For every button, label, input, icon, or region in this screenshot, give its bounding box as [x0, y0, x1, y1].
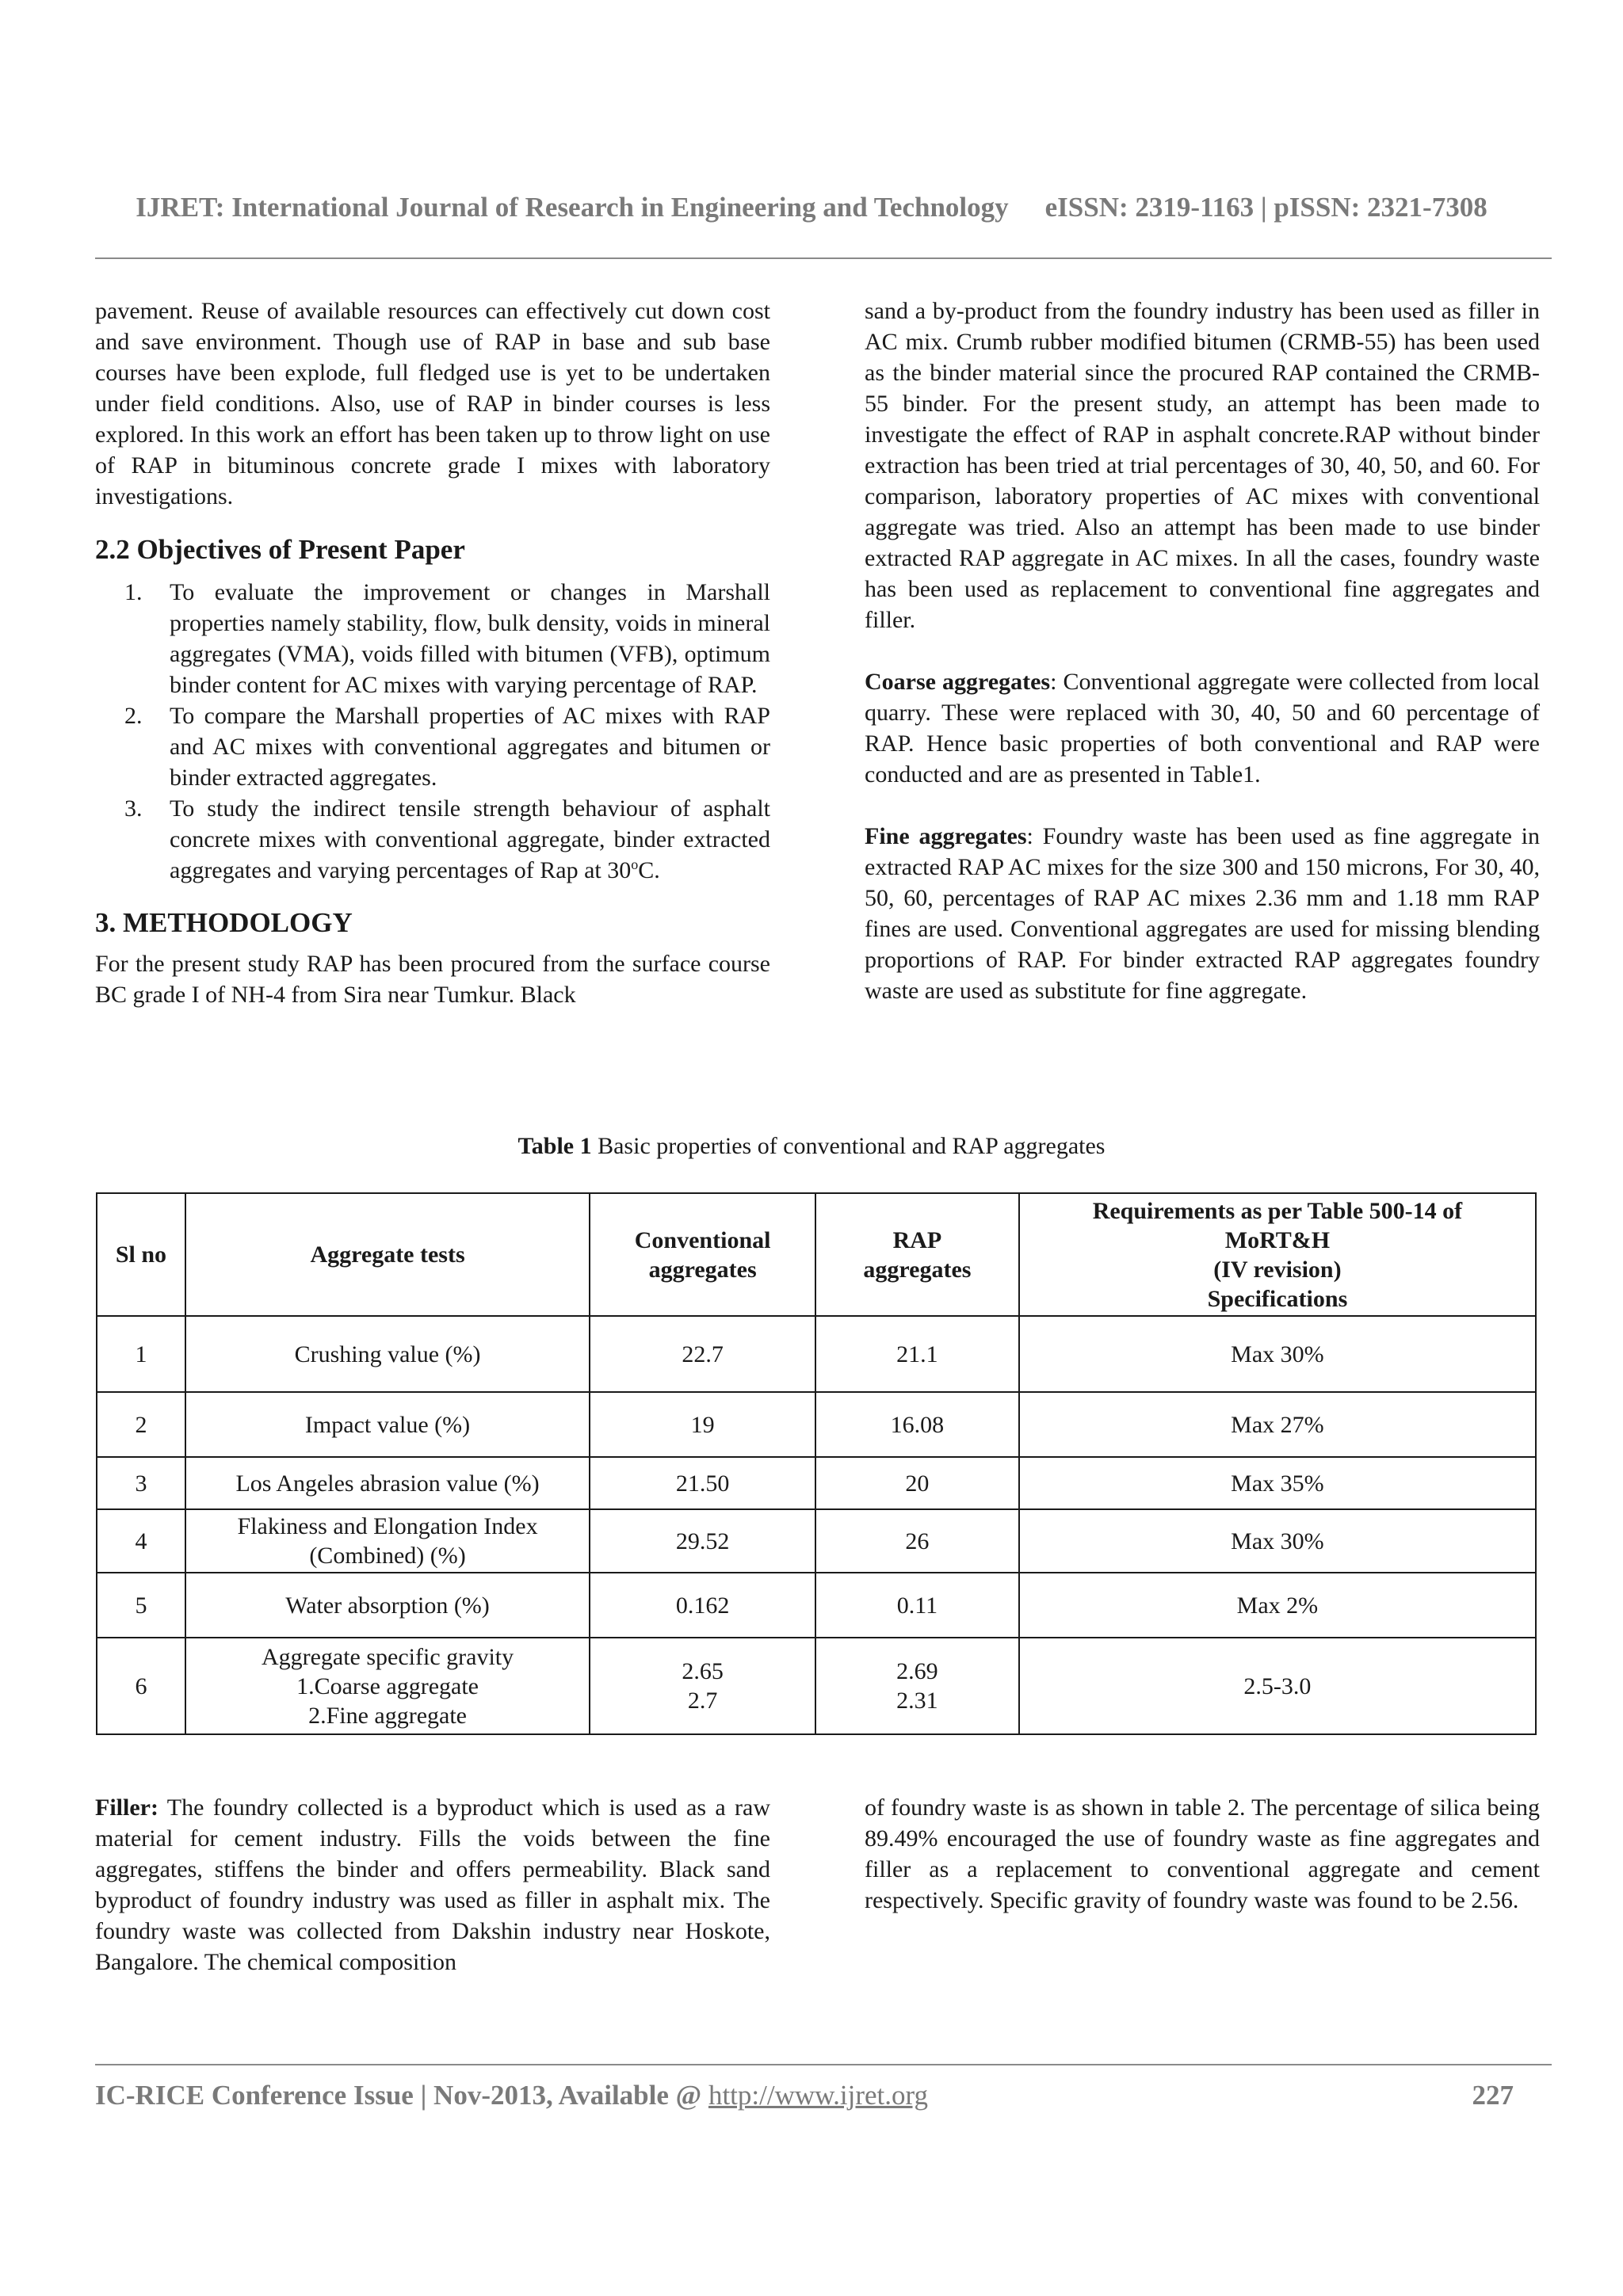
page-header	[0, 192, 1623, 223]
aggregate-properties-table	[96, 1192, 1537, 1735]
table-row: 5 Water absorption (%) 0.162 0.11 Max 2%	[97, 1573, 1536, 1638]
table-row: 6 Aggregate specific gravity 1.Coarse aggregate 2.Fine aggregate 2.65 2.7 2.69 2.31 2.5-3.0	[97, 1638, 1536, 1734]
fine-aggregates-paragraph: Fine aggregates: Foundry waste has been used as fine aggregate in extracted RAP AC mixes for the size 300 and 150 microns, For 30, 40, 50, 60, percentages of RAP AC mixes 2.36 mm and 1.18 mm RAP fines are used. Conventional aggregates are used for missing blending proportions of RAP. For binder extracted RAP aggregates foundry waste are used as substitute for fine aggregate.	[865, 823, 1540, 1004]
header-conventional: Conventional aggregates	[590, 1193, 815, 1316]
footer-rule	[95, 2064, 1552, 2065]
filler-paragraph-left: Filler: The foundry collected is a byproduct which is used as a raw material for cement industry. Fills the voids between the fine aggregates, stiffens the binder and offers permeability. Black sand byproduct of foundry industry was used as filler in asphalt mix. The foundry waste was collected from Dakshin industry near Hoskote, Bangalore. The chemical composition	[95, 1794, 770, 1975]
table-row: 2 Impact value (%) 19 16.08 Max 27%	[97, 1392, 1536, 1457]
header-rap: RAP aggregates	[815, 1193, 1019, 1316]
journal-link[interactable]: http://www.ijret.org	[708, 2080, 929, 2111]
objective-item: 3. To study the indirect tensile strength behaviour of asphalt concrete mixes with conventional aggregate, binder extracted aggregates and varying percentages of Rap at 30$^o$C.	[124, 795, 770, 883]
objective-item: 2. To compare the Marshall properties of AC mixes with RAP and AC mixes with conventional aggregates and bitumen or binder extracted aggregates.	[124, 703, 770, 791]
coarse-aggregates-paragraph: Coarse aggregates: Conventional aggregate were collected from local quarry. These were replaced with 30, 40, 50 and 60 percentage of RAP. Hence basic properties of both conventional and RAP were conducted and are as presented in Table1.	[865, 669, 1540, 788]
page-number: 227	[1472, 2080, 1514, 2111]
header-aggregate-tests: Aggregate tests	[185, 1193, 590, 1316]
methodology-heading: 3. METHODOLOGY	[95, 907, 353, 938]
objectives-heading: 2.2 Objectives of Present Paper	[95, 534, 465, 565]
table-header-row	[97, 1193, 1536, 1316]
table-caption: Table 1 Basic properties of conventional and RAP aggregates	[517, 1133, 1106, 1159]
journal-title: IJRET: International Journal of Research in Engineering and Technology	[136, 192, 1009, 223]
table-row: 3 Los Angeles abrasion value (%) 21.50 20 Max 35%	[97, 1457, 1536, 1509]
header-rule	[95, 257, 1552, 259]
conference-issue: IC-RICE Conference Issue | Nov-2013, Available @	[95, 2080, 708, 2111]
rap-paragraph: sand a by-product from the foundry industry has been used as filler in AC mix. Crumb rubber modified bitumen (CRMB-55) has been used as the binder material since the procured RAP contained the CRMB-55 binder. For the present study, an attempt has been made to investigate the effect of RAP in asphalt concrete.RAP without binder extraction has been tried at trial percentages of 30, 40, 50, and 60. For comparison, laboratory properties of AC mixes with conventional aggregate was tried. Also an attempt has been made to use binder extracted RAP aggregate in AC mixes. In all the cases, foundry waste has been used as replacement to conventional fine aggregates and filler.	[865, 298, 1540, 633]
table-row: 1 Crushing value (%) 22.7 21.1 Max 30%	[97, 1316, 1536, 1392]
methodology-paragraph: For the present study RAP has been procured from the surface course BC grade I of NH-4 from Sira near Tumkur. Black	[95, 951, 770, 1008]
intro-paragraph: pavement. Reuse of available resources can effectively cut down cost and save environment. Though use of RAP in base and sub base courses have been explode, full fledged use is yet to be undertaken under field conditions. Also, use of RAP in binder courses is less explored. In this work an effort has been taken up to throw light on use of RAP in bituminous concrete grade I mixes with laboratory investigations.	[95, 298, 770, 509]
objectives-list	[95, 577, 770, 886]
right-column-top	[865, 296, 1540, 1006]
left-column-top	[95, 296, 770, 1010]
header-requirements: Requirements as per Table 500-14 of MoRT&H (IV revision) Specifications	[1019, 1193, 1536, 1316]
objective-item: 1. To evaluate the improvement or changes in Marshall properties namely stability, flow, bulk density, voids in mineral aggregates (VMA), voids filled with bitumen (VFB), optimum binder content for AC mixes with varying percentage of RAP.	[124, 579, 770, 698]
header-sl-no: Sl no	[97, 1193, 185, 1316]
filler-paragraph-right: of foundry waste is as shown in table 2. The percentage of silica being 89.49% encouraged the use of foundry waste as fine aggregates and filler as a replacement to conventional aggregate and cement respectively. Specific gravity of foundry waste was found to be 2.56.	[865, 1794, 1540, 1913]
table-row: 4 Flakiness and Elongation Index (Combined) (%) 29.52 26 Max 30%	[97, 1509, 1536, 1573]
page-footer	[95, 2080, 1514, 2111]
issn: eISSN: 2319-1163 | pISSN: 2321-7308	[1044, 192, 1487, 223]
